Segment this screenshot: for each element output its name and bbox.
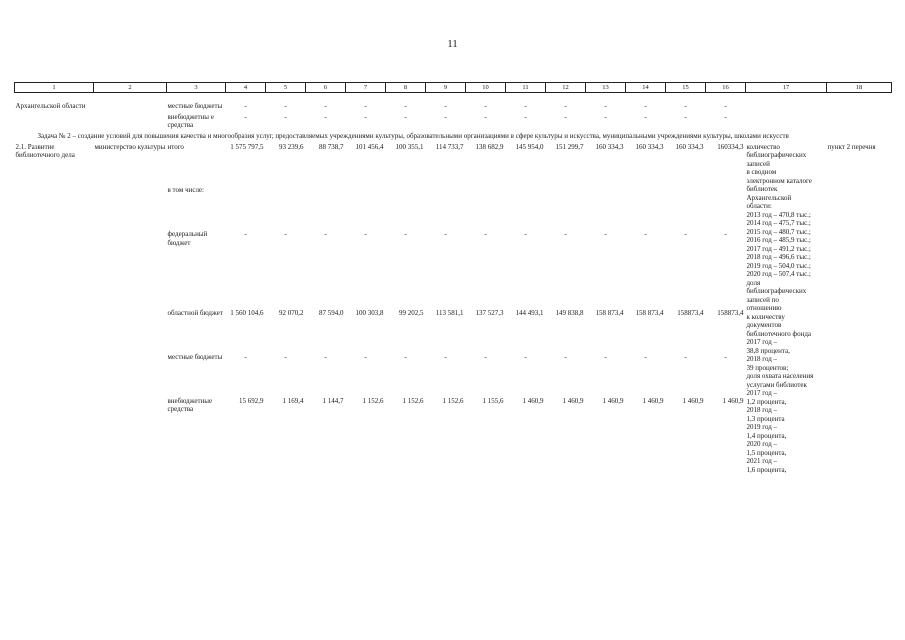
funding-value: - — [724, 230, 727, 239]
executor-cell — [94, 101, 167, 131]
funding-value: 1 460,9 — [562, 396, 584, 405]
indicator-line: библиотек — [746, 185, 778, 193]
indicator-line: 2019 год – 504,0 тыс.; — [746, 261, 811, 270]
column-header: 13 — [586, 83, 626, 93]
funding-value: - — [244, 102, 247, 110]
column-header: 7 — [346, 83, 386, 93]
funding-value: 1 460,9 — [682, 396, 704, 405]
funding-value: - — [684, 230, 687, 239]
table-row — [15, 142, 892, 186]
reference-cell — [827, 101, 892, 112]
indicator-line: записей — [746, 159, 770, 168]
funding-value: - — [284, 112, 287, 121]
indicator-cell — [746, 142, 827, 476]
funding-value: - — [484, 102, 487, 110]
funding-value: - — [604, 102, 607, 110]
indicator-line: Архангельской — [746, 193, 792, 202]
table-row — [15, 101, 892, 112]
funding-source-label: областной бюджет — [167, 309, 223, 318]
funding-value: 1 560 104,6 — [230, 309, 264, 318]
funding-value: - — [564, 102, 567, 110]
funding-value — [546, 185, 586, 229]
funding-value: - — [604, 230, 607, 239]
funding-value: - — [644, 102, 647, 110]
column-header: 1 — [15, 83, 94, 93]
funding-value: 100 355,1 — [395, 142, 424, 151]
indicator-line: 1,2 процента, — [746, 397, 787, 406]
funding-value: - — [524, 102, 527, 110]
funding-value: 137 527,3 — [475, 309, 504, 318]
funding-value: 149 838,8 — [555, 309, 584, 318]
funding-value: 144 493,1 — [515, 309, 544, 318]
column-header: 15 — [666, 83, 706, 93]
funding-value — [466, 185, 506, 229]
indicator-line: доля — [746, 278, 761, 287]
funding-value: - — [724, 102, 727, 110]
funding-value: 158 873,4 — [595, 309, 624, 318]
funding-value: 138 682,9 — [475, 142, 504, 151]
funding-value: - — [484, 112, 487, 121]
funding-value: - — [724, 353, 727, 361]
indicator-line: 2018 год – — [746, 406, 778, 414]
funding-value: - — [404, 112, 407, 121]
funding-value: - — [404, 102, 407, 110]
column-header: 12 — [546, 83, 586, 93]
funding-value: 1 460,9 — [522, 396, 544, 405]
page-number: 11 — [447, 38, 458, 50]
indicator-line: доля охвата населения — [746, 372, 814, 380]
indicator-line: 2015 год – 480,7 тыс.; — [746, 227, 811, 236]
funding-value — [426, 185, 466, 229]
funding-value: - — [324, 102, 327, 110]
funding-value — [386, 185, 426, 229]
funding-value: - — [484, 353, 487, 361]
column-header: 16 — [706, 83, 746, 93]
funding-value: 114 733,7 — [435, 142, 464, 151]
indicator-line: 2020 год – 507,4 тыс.; — [746, 270, 811, 278]
indicator-line: 38,8 процента, — [746, 346, 790, 355]
reference-cell — [827, 112, 892, 131]
indicator-line: 39 процентов; — [746, 363, 789, 372]
funding-value — [266, 185, 306, 229]
funding-value — [626, 185, 666, 229]
funding-value: - — [604, 112, 607, 121]
column-header: 10 — [466, 83, 506, 93]
funding-value: - — [564, 112, 567, 121]
indicator-line: количество — [746, 142, 780, 151]
funding-source-label: внебюджетны е средства — [167, 112, 214, 129]
funding-value: 160 334,3 — [675, 142, 704, 151]
funding-value: 1 152,6 — [402, 396, 424, 405]
funding-value: 1 152,6 — [442, 396, 464, 405]
funding-value: 101 456,4 — [355, 142, 384, 151]
funding-value: 87 594,0 — [319, 309, 344, 318]
indicator-line: документов — [746, 321, 782, 329]
indicator-line: 1,4 процента, — [746, 431, 787, 440]
indicator-line: 1,6 процента, — [746, 465, 787, 474]
funding-value: 93 239,6 — [279, 142, 304, 151]
funding-value — [226, 185, 266, 229]
funding-value: - — [484, 230, 487, 239]
funding-value: 151 299,7 — [555, 142, 584, 151]
funding-source-label: внебюджетные средства — [167, 396, 213, 414]
funding-value — [506, 185, 546, 229]
funding-value: 1 460,9 — [642, 396, 664, 405]
funding-value: - — [324, 353, 327, 361]
funding-value: - — [524, 112, 527, 121]
column-header: 6 — [306, 83, 346, 93]
funding-value: 1 155,6 — [482, 396, 504, 405]
funding-value: 1 169,4 — [282, 396, 304, 405]
indicator-line: в сводном — [746, 168, 777, 176]
funding-source-label: местные бюджеты — [167, 353, 223, 361]
column-header: 9 — [426, 83, 466, 93]
funding-value — [666, 185, 706, 229]
funding-value: - — [324, 112, 327, 121]
indicator-line: 2019 год – — [746, 423, 778, 431]
funding-value: - — [244, 112, 247, 121]
funding-value: 160 334,3 — [635, 142, 664, 151]
funding-value: - — [724, 112, 727, 121]
funding-value: 158 873,4 — [635, 309, 664, 318]
funding-value: - — [244, 230, 247, 239]
funding-value: - — [524, 353, 527, 361]
funding-value: - — [284, 353, 287, 361]
funding-source-label: итого — [167, 142, 184, 151]
funding-value: - — [644, 112, 647, 121]
funding-value: - — [604, 353, 607, 361]
funding-value: - — [284, 230, 287, 239]
funding-value: - — [364, 353, 367, 361]
indicator-line: услугами библиотек — [746, 380, 807, 389]
funding-value: - — [244, 353, 247, 361]
funding-value: - — [444, 102, 447, 110]
funding-value: - — [404, 230, 407, 239]
funding-value: - — [564, 353, 567, 361]
funding-value: - — [364, 230, 367, 239]
indicator-line: 2017 год – — [746, 389, 778, 397]
indicator-line: 2016 год – 485,9 тыс.; — [746, 236, 811, 244]
funding-value: 92 070,2 — [279, 309, 304, 318]
funding-value: - — [524, 230, 527, 239]
funding-value: 1 460,9 — [602, 396, 624, 405]
column-header: 3 — [167, 83, 226, 93]
indicator-line: отношению — [746, 304, 782, 312]
column-header: 8 — [386, 83, 426, 93]
reference-text: пункт 2 перечня — [827, 142, 876, 151]
activity-name: 2.1. Развитие библиотечного дела — [15, 142, 75, 159]
funding-value — [706, 185, 746, 229]
funding-value: - — [284, 102, 287, 110]
funding-value — [586, 185, 626, 229]
task-text: Задача № 2 – создание условий для повышения качества и многообразия услуг, предоставляемых учреждениями культуры, образовательными организациями в сфере культуры и искусства, муниципальными учреждениями культуры, школами искусств — [37, 131, 789, 140]
funding-value: - — [324, 230, 327, 239]
funding-value: 1 144,7 — [322, 396, 344, 405]
column-header: 5 — [266, 83, 306, 93]
funding-value: - — [364, 112, 367, 121]
funding-value: 158873,4 — [717, 309, 744, 318]
indicator-line: библиографических — [746, 287, 807, 295]
indicator-line: электронном каталоге — [746, 176, 812, 185]
indicator-line: 1,5 процента, — [746, 448, 787, 457]
funding-value — [346, 185, 386, 229]
indicator-line: библиографических — [746, 151, 807, 159]
column-header: 2 — [94, 83, 167, 93]
indicator-line: 2018 год – — [746, 355, 778, 363]
funding-source-label: федеральный бюджет — [167, 230, 208, 247]
funding-value: - — [684, 102, 687, 110]
executor-name: министерство культуры — [94, 142, 166, 151]
funding-value: - — [644, 353, 647, 361]
funding-value: 113 581,1 — [435, 309, 464, 318]
funding-value: - — [444, 353, 447, 361]
indicator-cell — [746, 112, 827, 131]
funding-value: - — [684, 112, 687, 121]
funding-value: 158873,4 — [677, 309, 704, 318]
funding-value: 1 152,6 — [362, 396, 384, 405]
funding-source-label: в том числе: — [167, 186, 204, 195]
funding-value: - — [364, 102, 367, 110]
indicator-line: 2020 год – — [746, 440, 778, 448]
column-header: 11 — [506, 83, 546, 93]
funding-value: - — [404, 353, 407, 361]
indicator-line: к количеству — [746, 312, 785, 321]
funding-value: 100 303,8 — [355, 309, 384, 318]
spacer-cell — [15, 93, 892, 102]
funding-value: 15 692,9 — [239, 396, 264, 405]
funding-source-label: местные бюджеты — [167, 102, 223, 110]
indicator-line: записей по — [746, 295, 779, 304]
funding-value: - — [564, 230, 567, 239]
indicator-line: 2014 год – 475,7 тыс.; — [746, 219, 811, 227]
indicator-line: 2017 год – 491,2 тыс.; — [746, 244, 811, 253]
indicator-line: 2018 год – 496,6 тыс.; — [746, 253, 811, 261]
funding-value: 145 954,0 — [515, 142, 544, 151]
spacer-row — [15, 93, 892, 102]
column-header: 17 — [746, 83, 827, 93]
funding-value: 99 202,5 — [399, 309, 424, 318]
indicator-cell — [746, 101, 827, 112]
header-row — [15, 83, 892, 93]
funding-value: - — [444, 230, 447, 239]
region-name: Архангельской области — [15, 102, 86, 110]
funding-value: 88 738,7 — [319, 142, 344, 151]
funding-value: 160334,3 — [717, 142, 744, 151]
funding-value: - — [684, 353, 687, 361]
funding-value: - — [444, 112, 447, 121]
program-table — [14, 82, 892, 475]
indicator-line: 2021 год – — [746, 457, 778, 465]
indicator-line: библиотечного фонда — [746, 329, 811, 338]
funding-value — [306, 185, 346, 229]
funding-value: 160 334,3 — [595, 142, 624, 151]
funding-value: - — [644, 230, 647, 239]
funding-value: 1 575 797,5 — [230, 142, 264, 151]
column-header: 4 — [226, 83, 266, 93]
funding-value: 1 460,9 — [722, 396, 744, 405]
indicator-line: области: — [746, 202, 772, 210]
column-header: 14 — [626, 83, 666, 93]
indicator-line: 2017 год – — [746, 338, 778, 346]
task-row — [15, 131, 892, 142]
indicator-line: 1,3 процента — [746, 414, 785, 423]
indicator-line: 2013 год – 470,8 тыс.; — [746, 210, 811, 219]
column-header: 18 — [827, 83, 892, 93]
